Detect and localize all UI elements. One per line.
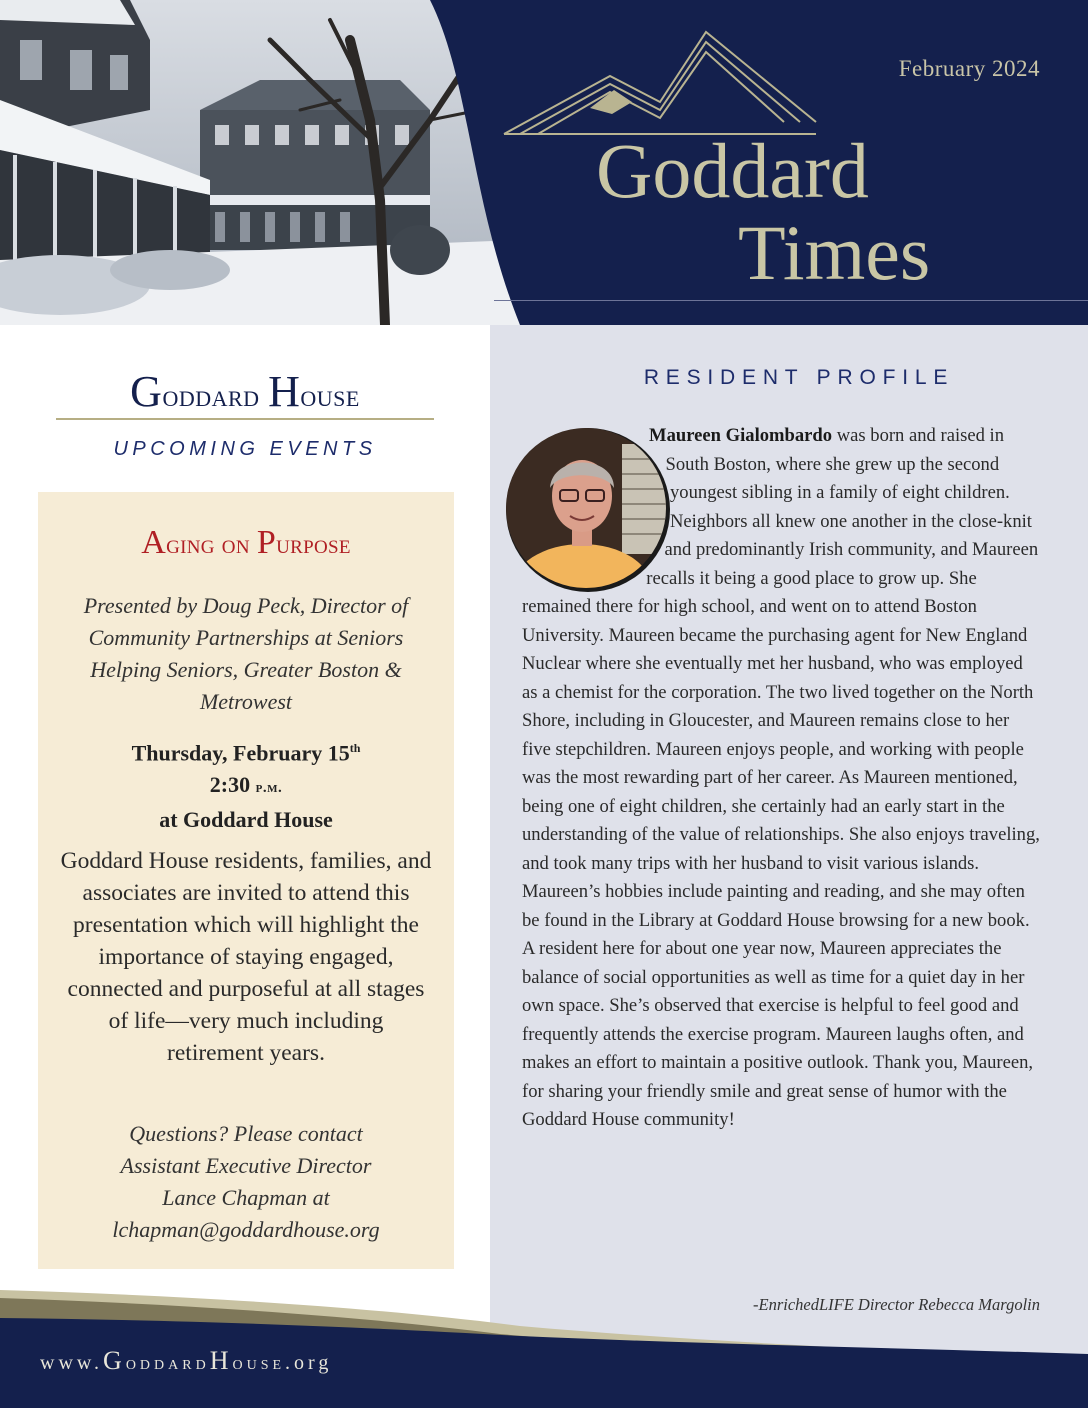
event-description: Goddard House residents, families, and associates are invited to attend this presentation which will highlight the importance of staying engaged, connected and purposeful at all stages of life—very much including retirement years. [60, 848, 432, 1066]
profile-signature: -EnrichedLIFE Director Rebecca Margolin [753, 1295, 1040, 1314]
snowy-courtyard-photo [0, 0, 520, 325]
website-link[interactable]: www.GoddardHouse.org [40, 1346, 333, 1375]
newsletter-title-line1: Goddard [596, 127, 869, 214]
event-contact: Questions? Please contact Assistant Executive Director Lance Chapman at lchapman@goddardhouse.org [58, 1118, 434, 1246]
event-time: 2:30 p.m. [209, 772, 283, 798]
org-title-divider [56, 418, 434, 420]
upcoming-events-heading: UPCOMING EVENTS [113, 438, 377, 460]
org-title: Goddard House [130, 367, 360, 416]
resident-profile-heading: RESIDENT PROFILE [643, 366, 955, 389]
roof-lines-logo [500, 18, 820, 138]
newsletter-title-line2: Times [738, 209, 931, 296]
event-presenter: Presented by Doug Peck, Director of Community Partnerships at Seniors Helping Seniors, Greater Boston & Metrowest [83, 593, 409, 714]
issue-date: February 2024 [898, 56, 1040, 81]
masthead-divider [494, 300, 1088, 301]
event-location: at Goddard House [159, 807, 333, 833]
event-title: Aging on Purpose [141, 524, 351, 561]
contact-email-link[interactable]: lchapman@goddardhouse.org [112, 1217, 380, 1242]
masthead [0, 0, 1088, 325]
event-datetime [60, 732, 432, 836]
event-date: Thursday, February 15th [131, 740, 361, 766]
resident-name: Maureen Gialombardo [649, 425, 833, 446]
resident-profile-body: Maureen Gialombardo was born and raised in South Boston, where she grew up the second youngest sibling in a family of eight children. Neighbors all knew one another in the close-knit and predominantly Irish community, and Maureen recalls it being a good place to grow up. She remained there for high school, and went on to attend Boston University. Maureen became the purchasing agent for New England Nuclear where she eventually met her husband, who was employed as a chemist for the corporation. The two lived together on the North Shore, including in Gloucester, and Maureen remains close to her five stepchildren. Maureen enjoys people, and working with people was the most rewarding part of her career. As Maureen mentioned, being one of eight children, she certainly had an early start in the understanding of the value of relationships. She also enjoys traveling, and took many trips with her husband to visit various islands. Maureen’s hobbies include painting and reading, and she may often be found in the Library at Goddard House browsing for a new book. A resident here for about one year now, Maureen appreciates the balance of social opportunities as well as time for a quiet day in her own space. She’s observed that exercise is helpful to feel good and frequently attends the exercise program. Maureen laughs often, and makes an effort to maintain a positive outlook. Thank you, Maureen, for sharing your friendly smile and great sense of humor with the Goddard House community! [522, 422, 1042, 1135]
